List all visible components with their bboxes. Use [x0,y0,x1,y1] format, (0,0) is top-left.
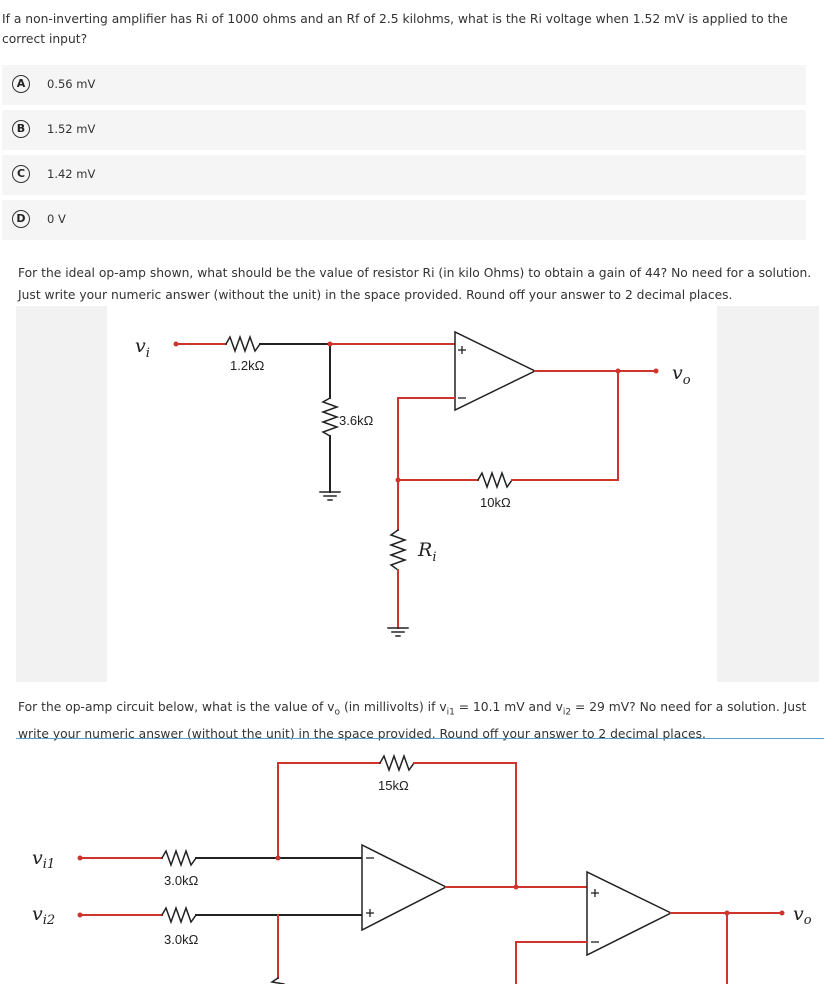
c2-r2-label: 3.0kΩ [164,932,199,947]
question-3-text: For the op-amp circuit below, what is the value of $v_o$ (in millivolts) if $v_{i1} = 10.1$ mV and $v_{i2} = 29$ mV? No need for a solution. Just write your numeric answer (without the unit) in the space provided. Round off your answer to 2 decimal places. [18,700,807,742]
c1-ri-label: $R_i$ [418,539,437,565]
option-a-letter: A [12,75,30,93]
option-d-text: 0 V [47,212,66,226]
option-c-text: 1.42 mV [47,167,96,181]
c1-r3-label: 10kΩ [480,495,511,510]
section-divider [16,738,824,739]
option-d-letter: D [12,210,30,228]
circuit-2-diagram [0,740,830,984]
c2-vi2-label: $v_{i2}$ [32,903,56,928]
c1-r1-label: 1.2kΩ [230,358,265,373]
option-b-text: 1.52 mV [47,122,96,136]
option-c-letter: C [12,165,30,183]
c2-vi1-label: $v_{i1}$ [32,847,56,872]
c1-r2-label: 3.6kΩ [339,413,374,428]
c2-vo-label: $v_o$ [793,903,812,928]
question-2-text: For the ideal op-amp shown, what should be the value of resistor Ri (in kilo Ohms) to obtain a gain of 44? No need for a solution. Just write your numeric answer (without the unit) in the space provided. Round off your answer to 2 decimal places. [18,266,812,302]
c2-r1-label: 3.0kΩ [164,873,199,888]
option-a-text: 0.56 mV [47,77,96,91]
question-1-text: If a non-inverting amplifier has Ri of 1000 ohms and an Rf of 2.5 kilohms, what is the Ri voltage when 1.52 mV is applied to the correct input? [2,12,788,46]
c1-vi-label: $v_i$ [135,335,150,361]
c2-rf-label: 15kΩ [378,778,409,793]
c1-vo-label: $v_o$ [672,362,691,388]
option-b-letter: B [12,120,30,138]
